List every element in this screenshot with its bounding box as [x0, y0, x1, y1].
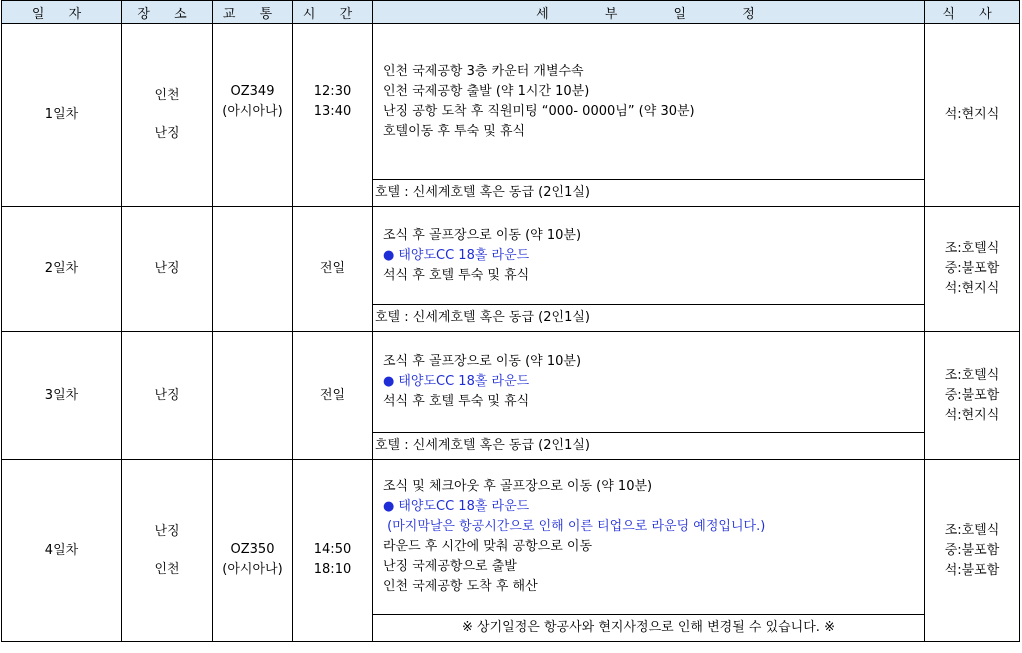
time-value: 14:50	[313, 541, 352, 557]
day-label: 4일차	[2, 460, 122, 642]
flight-number: OZ349	[230, 84, 275, 99]
time-cell	[293, 207, 373, 332]
place-cell	[122, 24, 213, 207]
schedule-line: 호텔이동 후 투숙 및 휴식	[383, 123, 526, 139]
place-name: 난징	[154, 523, 180, 539]
place-cell	[122, 460, 213, 642]
schedule-lines	[373, 332, 924, 432]
detail-cell	[373, 24, 925, 207]
time-value: 전일	[319, 261, 346, 276]
meal-item: 조:호텔식	[944, 522, 1000, 538]
golf-round-label: 태양도CC 18홀 라운드	[398, 374, 530, 389]
table-row	[2, 207, 1020, 332]
meal-cell	[925, 207, 1020, 332]
golf-round-label: 태양도CC 18홀 라운드	[398, 499, 530, 514]
place-name: 난징	[154, 261, 180, 276]
schedule-line: 인천 국제공항 도착 후 해산	[383, 579, 538, 594]
schedule-line: 석식 후 호텔 투숙 및 휴식	[383, 267, 530, 283]
time-cell	[293, 460, 373, 642]
time-value: 전일	[319, 387, 346, 403]
schedule-line: 라운드 후 시간에 맞춰 공항으로 이동	[383, 539, 593, 554]
schedule-lines	[373, 24, 924, 179]
header-place: 장 소	[122, 1, 213, 24]
schedule-line: 난징 공항 도착 후 직원미팅 “000- 0000님” (약 30분)	[383, 103, 695, 119]
schedule-line: 조식 후 골프장으로 이동 (약 10분)	[383, 354, 582, 369]
schedule-lines	[373, 207, 924, 304]
place-name: 난징	[154, 387, 180, 403]
time-value: 13:40	[313, 104, 352, 119]
day-label: 2일차	[2, 207, 122, 332]
table-row	[2, 460, 1020, 642]
header-time: 시 간	[293, 1, 373, 24]
meal-item: 중:불포함	[944, 261, 1000, 276]
time-value: 18:10	[313, 561, 352, 577]
schedule-line: 조식 후 골프장으로 이동 (약 10분)	[383, 227, 582, 243]
schedule-line: 조식 및 체크아웃 후 골프장으로 이동 (약 10분)	[383, 479, 653, 494]
schedule-change-notice: ※ 상기일정은 항공사와 현지사정으로 인해 변경될 수 있습니다. ※	[373, 614, 924, 641]
table-row	[2, 24, 1020, 207]
place-name: 인천	[154, 88, 180, 103]
meal-item: 중:불포함	[944, 542, 1000, 558]
golf-round-line	[383, 372, 914, 392]
time-cell	[293, 24, 373, 207]
meal-item: 석:불포함	[944, 562, 1000, 578]
blue-dot-icon: ●	[383, 247, 395, 263]
meal-cell	[925, 24, 1020, 207]
detail-cell	[373, 460, 925, 642]
blue-dot-icon: ●	[383, 499, 395, 514]
transport-cell	[213, 332, 293, 460]
meal-cell	[925, 460, 1020, 642]
detail-cell	[373, 332, 925, 460]
hotel-line: 호텔 : 신세계호텔 혹은 동급 (2인1실)	[373, 179, 924, 206]
place-name: 난징	[154, 126, 180, 141]
table-row	[2, 332, 1020, 460]
round-note: (마지막날은 항공시간으로 인해 이른 티업으로 라운딩 예정입니다.)	[383, 519, 766, 534]
meal-item: 중:불포함	[944, 387, 1000, 403]
meal-item: 석:현지식	[944, 107, 1000, 122]
header-detail: 세 부 일 정	[373, 1, 925, 24]
meal-item: 석:현지식	[944, 407, 1000, 423]
flight-number: OZ350	[230, 541, 275, 557]
airline-name: (아시아나)	[222, 561, 283, 577]
hotel-line: 호텔 : 신세계호텔 혹은 동급 (2인1실)	[373, 432, 924, 459]
place-cell	[122, 207, 213, 332]
place-cell	[122, 332, 213, 460]
golf-round-label: 태양도CC 18홀 라운드	[398, 247, 530, 263]
place-name: 인천	[154, 561, 180, 577]
time-value: 12:30	[313, 84, 352, 99]
detail-cell	[373, 207, 925, 332]
golf-round-line	[383, 246, 914, 266]
meal-cell	[925, 332, 1020, 460]
schedule-line: 인천 국제공항 출발 (약 1시간 10분)	[383, 83, 590, 99]
time-cell	[293, 332, 373, 460]
itinerary-table	[1, 0, 1020, 642]
schedule-lines	[373, 460, 924, 614]
header-transport: 교 통	[213, 1, 293, 24]
schedule-line: 인천 국제공항 3층 카운터 개별수속	[383, 63, 584, 79]
day-label: 1일차	[2, 24, 122, 207]
header-row	[2, 1, 1020, 24]
transport-cell	[213, 207, 293, 332]
schedule-line: 석식 후 호텔 투숙 및 휴식	[383, 394, 530, 409]
schedule-line: 난징 국제공항으로 출발	[383, 559, 517, 574]
meal-item: 조:호텔식	[944, 241, 1000, 256]
blue-dot-icon: ●	[383, 374, 395, 389]
meal-item: 석:현지식	[944, 281, 1000, 296]
header-day: 일 자	[2, 1, 122, 24]
header-meal: 식 사	[925, 1, 1020, 24]
hotel-line: 호텔 : 신세계호텔 혹은 동급 (2인1실)	[373, 304, 924, 331]
day-label: 3일차	[2, 332, 122, 460]
transport-cell	[213, 24, 293, 207]
meal-item: 조:호텔식	[944, 367, 1000, 383]
transport-cell	[213, 460, 293, 642]
golf-round-line	[383, 497, 914, 517]
airline-name: (아시아나)	[222, 104, 283, 119]
